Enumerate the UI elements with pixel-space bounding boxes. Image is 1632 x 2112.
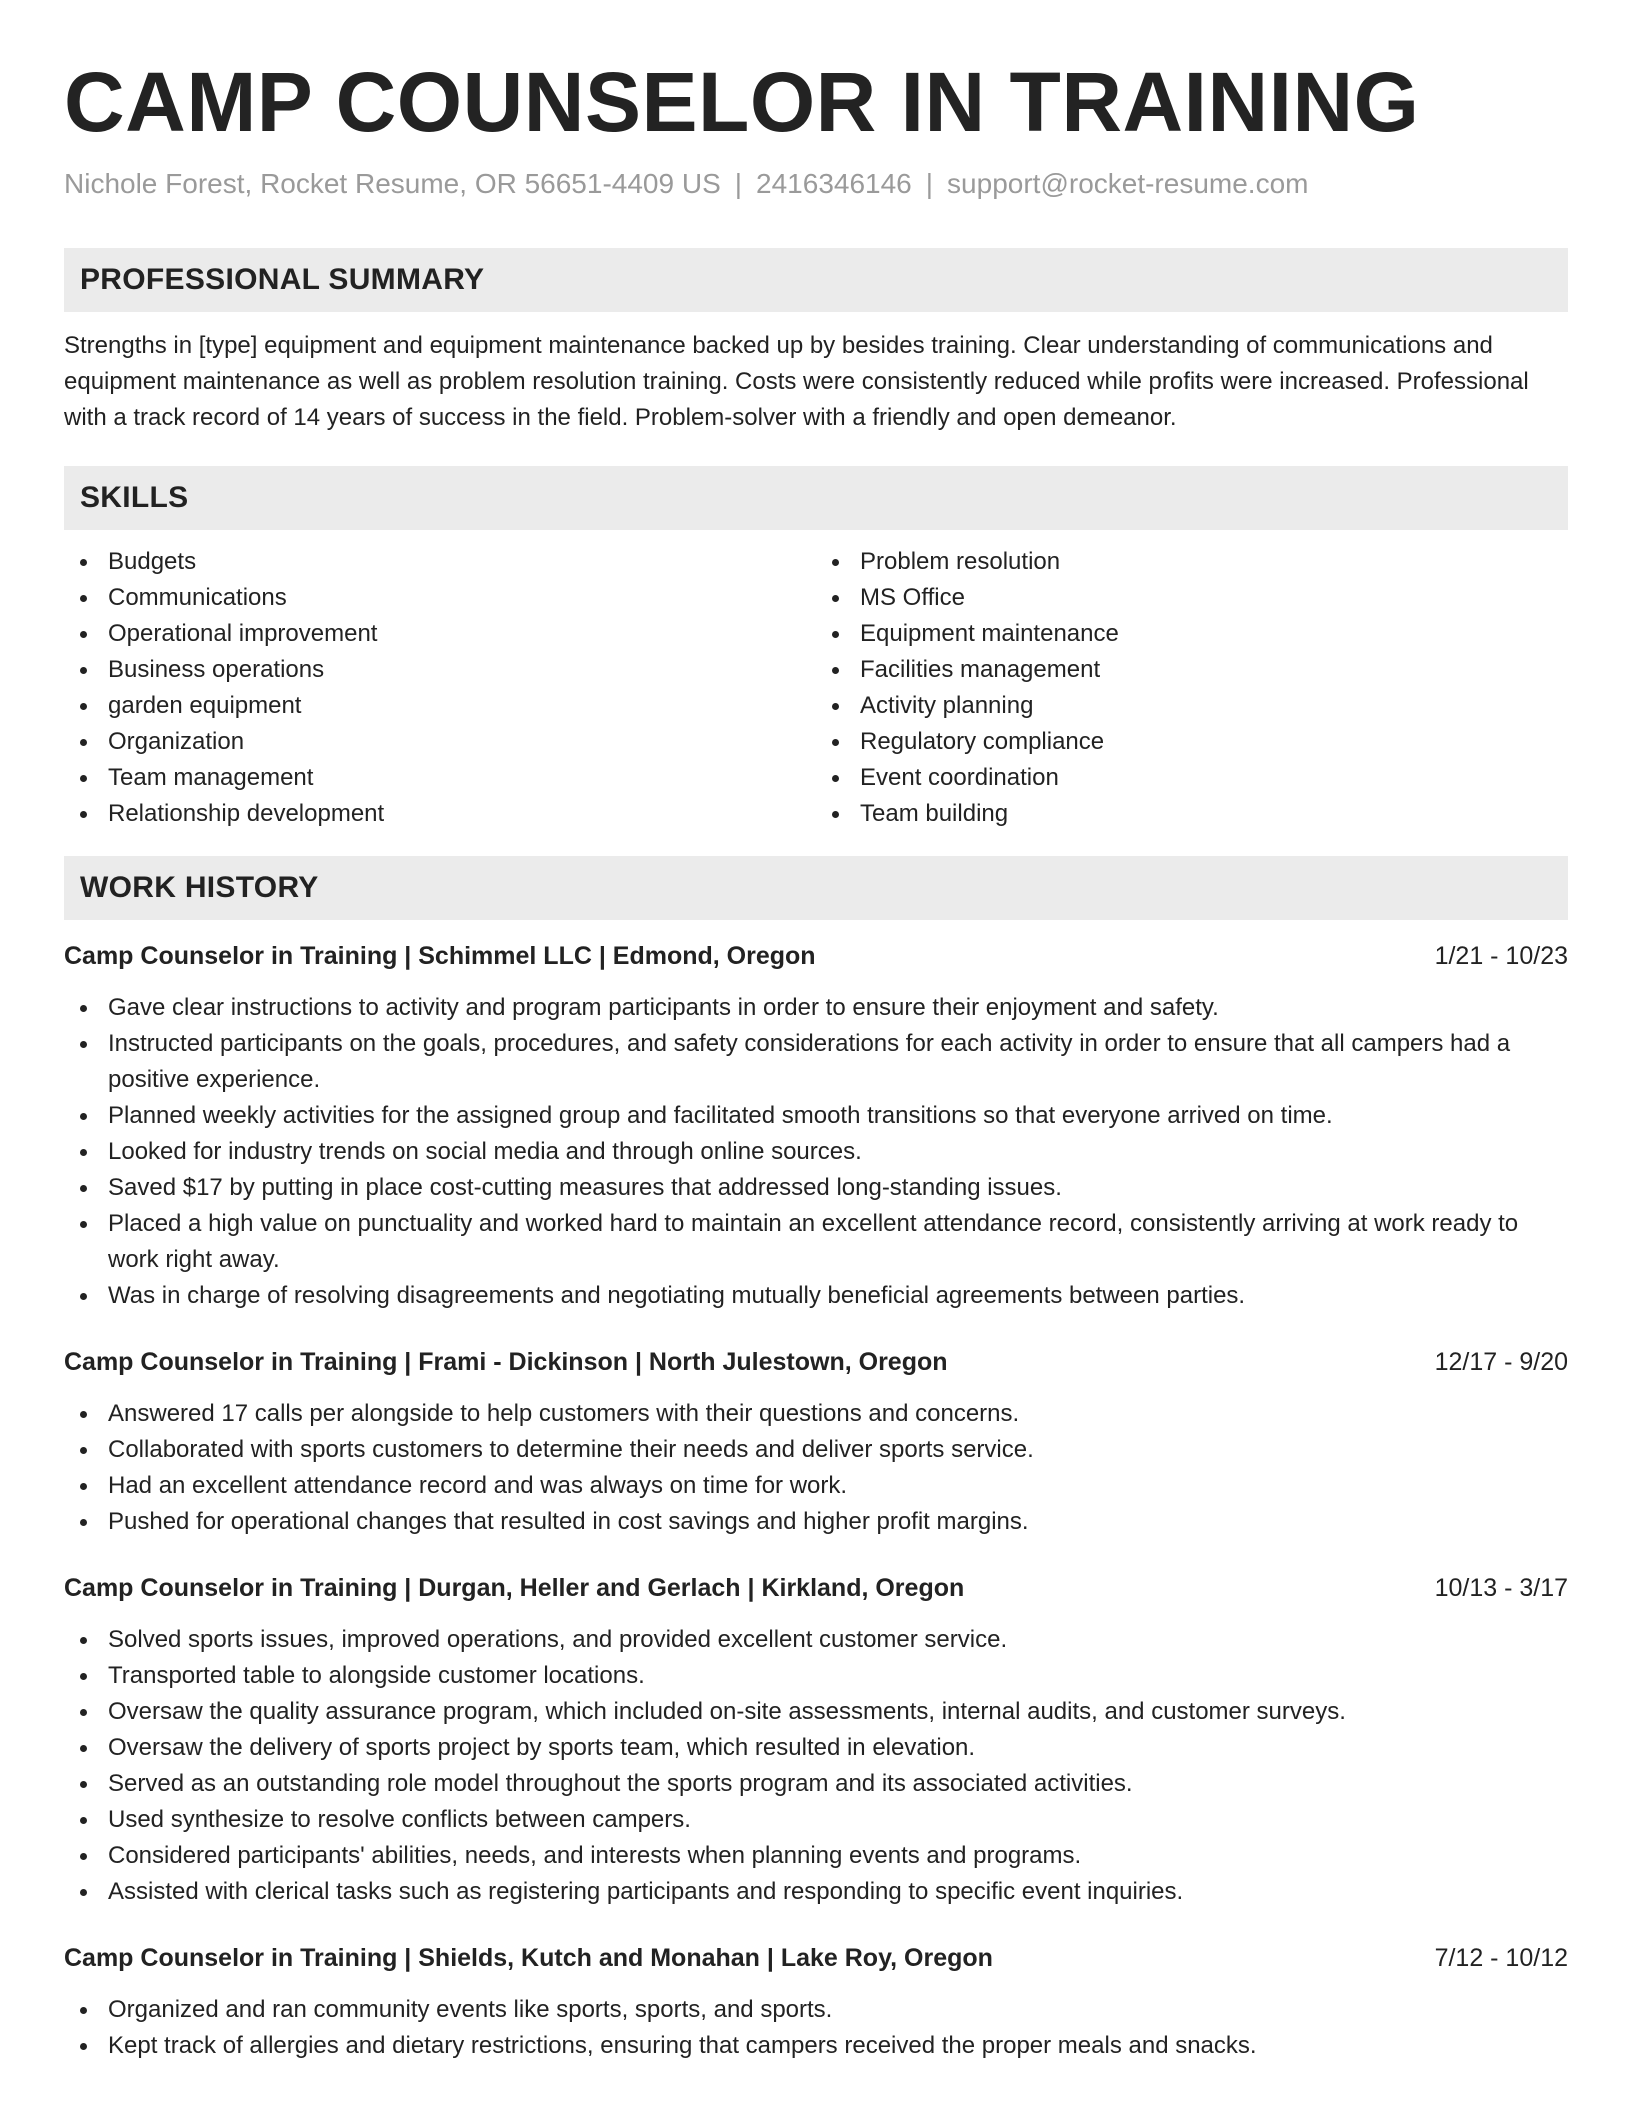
job-bullet: Kept track of allergies and dietary restrictions, ensuring that campers received the proper meals and snacks.	[64, 2028, 1568, 2064]
job-bullet: Oversaw the delivery of sports project by sports team, which resulted in elevation.	[64, 1730, 1568, 1766]
skill-item: Event coordination	[816, 760, 1568, 796]
job-entry	[64, 938, 1568, 1314]
job-dates: 1/21 - 10/23	[1434, 942, 1568, 970]
section-header-summary: PROFESSIONAL SUMMARY	[64, 248, 1568, 312]
job-entry	[64, 1940, 1568, 2064]
job-bullets	[64, 1622, 1568, 1910]
skill-item: Team building	[816, 796, 1568, 832]
job-title: Camp Counselor in Training | Frami - Dickinson | North Julestown, Oregon	[64, 1348, 948, 1376]
job-header	[64, 1344, 1568, 1380]
job-bullet: Answered 17 calls per alongside to help customers with their questions and concerns.	[64, 1396, 1568, 1432]
job-title: Camp Counselor in Training | Shields, Kutch and Monahan | Lake Roy, Oregon	[64, 1944, 993, 1972]
skills-list-left	[64, 544, 816, 832]
job-bullet: Saved $17 by putting in place cost-cutting measures that addressed long-standing issues.	[64, 1170, 1568, 1206]
skill-item: Budgets	[64, 544, 816, 580]
job-bullet: Planned weekly activities for the assigned group and facilitated smooth transitions so that everyone arrived on time.	[64, 1098, 1568, 1134]
skill-item: Equipment maintenance	[816, 616, 1568, 652]
skill-item: Problem resolution	[816, 544, 1568, 580]
job-bullet: Looked for industry trends on social media and through online sources.	[64, 1134, 1568, 1170]
job-entry	[64, 1344, 1568, 1540]
job-bullet: Instructed participants on the goals, procedures, and safety considerations for each activity in order to ensure that all campers had a positive experience.	[64, 1026, 1568, 1098]
contact-email: support@rocket-resume.com	[947, 168, 1309, 199]
job-bullet: Solved sports issues, improved operations, and provided excellent customer service.	[64, 1622, 1568, 1658]
skill-item: Organization	[64, 724, 816, 760]
job-dates: 7/12 - 10/12	[1434, 1944, 1568, 1972]
job-title: Camp Counselor in Training | Schimmel LLC | Edmond, Oregon	[64, 942, 816, 970]
contact-address: Nichole Forest, Rocket Resume, OR 56651-4409 US	[64, 168, 721, 199]
job-title: Camp Counselor in Training | Durgan, Heller and Gerlach | Kirkland, Oregon	[64, 1574, 965, 1602]
skill-item: garden equipment	[64, 688, 816, 724]
job-bullet: Gave clear instructions to activity and program participants in order to ensure their enjoyment and safety.	[64, 990, 1568, 1026]
job-header	[64, 938, 1568, 974]
skill-item: Team management	[64, 760, 816, 796]
resume-title: CAMP COUNSELOR IN TRAINING	[64, 55, 1420, 149]
job-bullet: Collaborated with sports customers to determine their needs and deliver sports service.	[64, 1432, 1568, 1468]
skills-column-left	[64, 544, 816, 832]
skills-grid	[64, 544, 1568, 832]
job-bullet: Served as an outstanding role model throughout the sports program and its associated activities.	[64, 1766, 1568, 1802]
skill-item: Operational improvement	[64, 616, 816, 652]
skills-list-right	[816, 544, 1568, 832]
skill-item: Regulatory compliance	[816, 724, 1568, 760]
job-bullet: Placed a high value on punctuality and worked hard to maintain an excellent attendance record, consistently arriving at work ready to work right away.	[64, 1206, 1568, 1278]
job-bullet: Considered participants' abilities, needs, and interests when planning events and programs.	[64, 1838, 1568, 1874]
job-bullet: Assisted with clerical tasks such as registering participants and responding to specific event inquiries.	[64, 1874, 1568, 1910]
skills-column-right	[816, 544, 1568, 832]
job-header	[64, 1940, 1568, 1976]
skill-item: Business operations	[64, 652, 816, 688]
job-entry	[64, 1570, 1568, 1910]
job-dates: 10/13 - 3/17	[1434, 1574, 1568, 1602]
job-bullet: Pushed for operational changes that resulted in cost savings and higher profit margins.	[64, 1504, 1568, 1540]
job-bullets	[64, 1396, 1568, 1540]
job-bullet: Transported table to alongside customer locations.	[64, 1658, 1568, 1694]
skill-item: Activity planning	[816, 688, 1568, 724]
skill-item: Facilities management	[816, 652, 1568, 688]
job-dates: 12/17 - 9/20	[1434, 1348, 1568, 1376]
job-bullet: Oversaw the quality assurance program, which included on-site assessments, internal audits, and customer surveys.	[64, 1694, 1568, 1730]
job-header	[64, 1570, 1568, 1606]
skill-item: Communications	[64, 580, 816, 616]
skill-item: Relationship development	[64, 796, 816, 832]
section-header-skills: SKILLS	[64, 466, 1568, 530]
section-header-work-history: WORK HISTORY	[64, 856, 1568, 920]
contact-phone: 2416346146	[756, 168, 912, 199]
contact-separator: |	[734, 168, 743, 199]
job-bullets	[64, 990, 1568, 1314]
contact-separator: |	[925, 168, 934, 199]
skill-item: MS Office	[816, 580, 1568, 616]
job-bullet: Used synthesize to resolve conflicts between campers.	[64, 1802, 1568, 1838]
summary-text: Strengths in [type] equipment and equipment maintenance backed up by besides training. Clear understanding of communications and equipment maintenance as well as problem resolution training. Costs were consistently reduced while profits were increased. Professional with a track record of 14 years of success in the field. Problem-solver with a friendly and open demeanor.	[64, 332, 1529, 431]
job-bullet: Was in charge of resolving disagreements and negotiating mutually beneficial agreements between parties.	[64, 1278, 1568, 1314]
job-bullet: Had an excellent attendance record and was always on time for work.	[64, 1468, 1568, 1504]
job-bullet: Organized and ran community events like sports, sports, and sports.	[64, 1992, 1568, 2028]
contact-line	[64, 166, 1568, 202]
job-bullets	[64, 1992, 1568, 2064]
